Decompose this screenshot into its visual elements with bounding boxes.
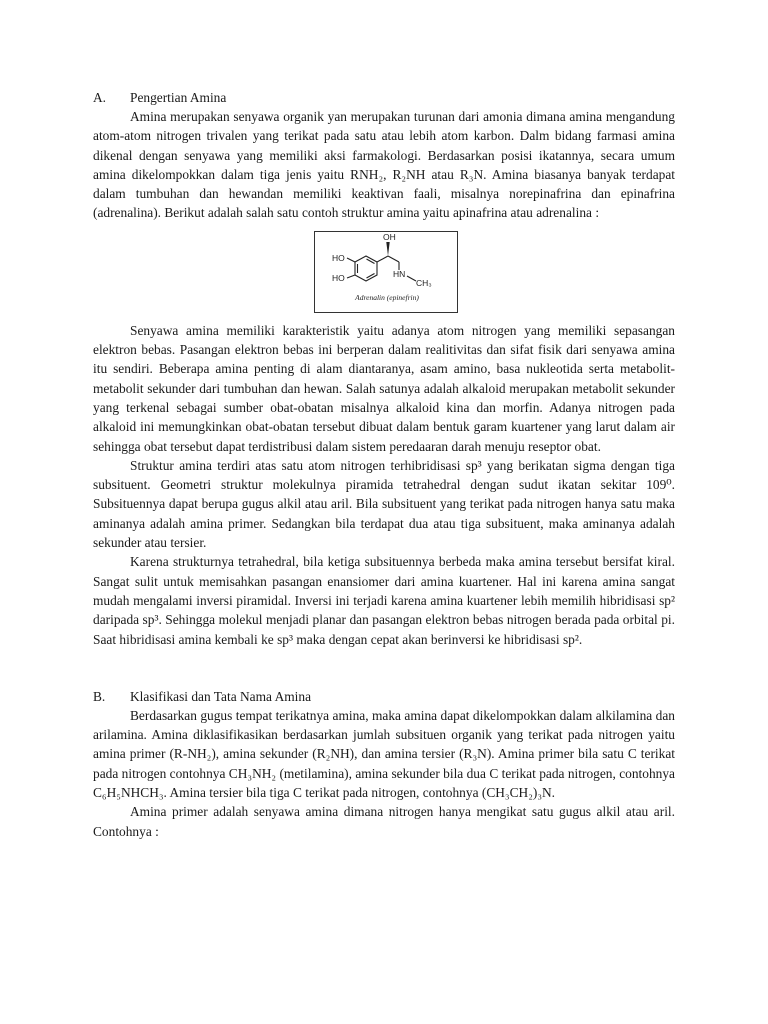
adrenaline-structure-diagram	[315, 232, 457, 312]
hn-label: HN	[393, 268, 406, 279]
section-a-paragraph-1: Amina merupakan senyawa organik yan merupakan turunan dari amonia dimana amina mengandung atom-atom nitrogen trivalen yang terikat pada satu atau lebih atom karbon. Dalm bidang farmasi amina dikenal dengan senyawa yang memiliki aksi farmakologi. Berdasarkan posisi ikatannya, secara umum amina dikelompokkan dalam tiga jenis yaitu RNH₂, R₂NH atau R₃N. Amina biasanya banyak terdapat dalam tumbuhan dan hewandan memiliki keaktivan faali, misalnya norepinafrina dan epinafrina (adrenalina). Berikut adalah salah satu contoh struktur amina yaitu apinafrina atau adrenalina :	[93, 109, 675, 221]
section-b-heading	[93, 687, 675, 706]
section-b-number: B.	[93, 688, 106, 704]
section-a-number: A.	[93, 90, 107, 105]
ho-top-label: HO	[332, 252, 345, 263]
section-a-title: Pengertian Amina	[130, 90, 227, 105]
section-a-paragraph-2: Senyawa amina memiliki karakteristik yaitu adanya atom nitrogen yang memiliki sepasangan elektron bebas. Pasangan elektron bebas ini berperan dalam realitivitas dan sifat fisik dari senyawa amina itu sendiri. Beberapa amina penting di alam diantaranya, asam amino, basa nukleotida serta metabolit-metabolit sekunder dari tumbuhan dan hewan. Salah satunya adalah alkaloid merupakan metabolit sekunder yang terkenal sebagai sumber obat-obatan misalnya alkaloid kina dan morfin. Adanya nitrogen pada alkaloid ini memungkinkan obat-obatan tersebut dibuat dalam bentuk garam kuartener yang larut dalam air sehingga obat tersebut dapat terdistribusi dalam sistem peredaaran darah menuju reseptor obat.	[93, 322, 675, 454]
section-a-paragraph-4: Karena strukturnya tetrahedral, bila ketiga subsituennya berbeda maka amina tersebut bersifat kiral. Sangat sulit untuk memisahkan pasangan enansiomer dari amina kuartener. Hal ini karena amina sangat mudah mengalami inversi piramidal. Inversi ini terjadi karena amina kuartener lebih memilih hibridisasi sp² daripada sp³. Sehingga molekul menjadi planar dan pasangan elektron bebas nitrogen berada pada orbital pi. Saat hibridisasi amina kembali ke sp³ maka dengan cepat akan berinversi ke hibridisasi sp².	[93, 554, 675, 647]
adrenaline-structure-figure	[314, 231, 458, 313]
oh-label: OH	[383, 231, 396, 242]
section-a-paragraph-3: Struktur amina terdiri atas satu atom nitrogen terhibridisasi sp³ yang berikatan sigma dengan tiga subsituent. Geometri struktur molekulnya piramida tetrahedral dengan sudut ikatan sekitar 109⁰. Subsituennya dapat berupa gugus alkil atau aril. Bila subsituent yang terikat pada nitrogen hanya satu maka aminanya adalah amina primer. Sedangkan bila terdapat dua atau tiga subsituent, maka aminanya adalah sekunder atau tersier.	[93, 457, 675, 551]
ho-bottom-label: HO	[332, 272, 345, 283]
section-a-heading	[93, 88, 675, 107]
document-page	[93, 88, 675, 841]
figure-caption: Adrenalin (epinefrin)	[355, 292, 419, 302]
section-b-paragraph-2: Amina primer adalah senyawa amina dimana nitrogen hanya mengikat satu gugus alkil atau aril. Contohnya :	[93, 804, 675, 839]
section-b-title: Klasifikasi dan Tata Nama Amina	[130, 688, 312, 704]
ch3-label: CH₃	[416, 277, 432, 288]
section-b-paragraph-1: Berdasarkan gugus tempat terikatnya amina, maka amina dapat dikelompokkan dalam alkilamina dan arilamina. Amina diklasifikasikan berdasarkan jumlah subsituen organik yang terikat pada nitrogen yaitu amina primer (R-NH₂), amina sekunder (R₂NH), dan amina tersier (R₃N). Amina primer bila satu C terikat pada nitrogen contohnya CH₃NH₂ (metilamina), amina sekunder bila dua C terikat pada nitrogen, contohnya C₆H₅NHCH₃. Amina tersier bila tiga C terikat pada nitrogen, contohnya (CH₃CH₂)₃N.	[93, 707, 675, 801]
